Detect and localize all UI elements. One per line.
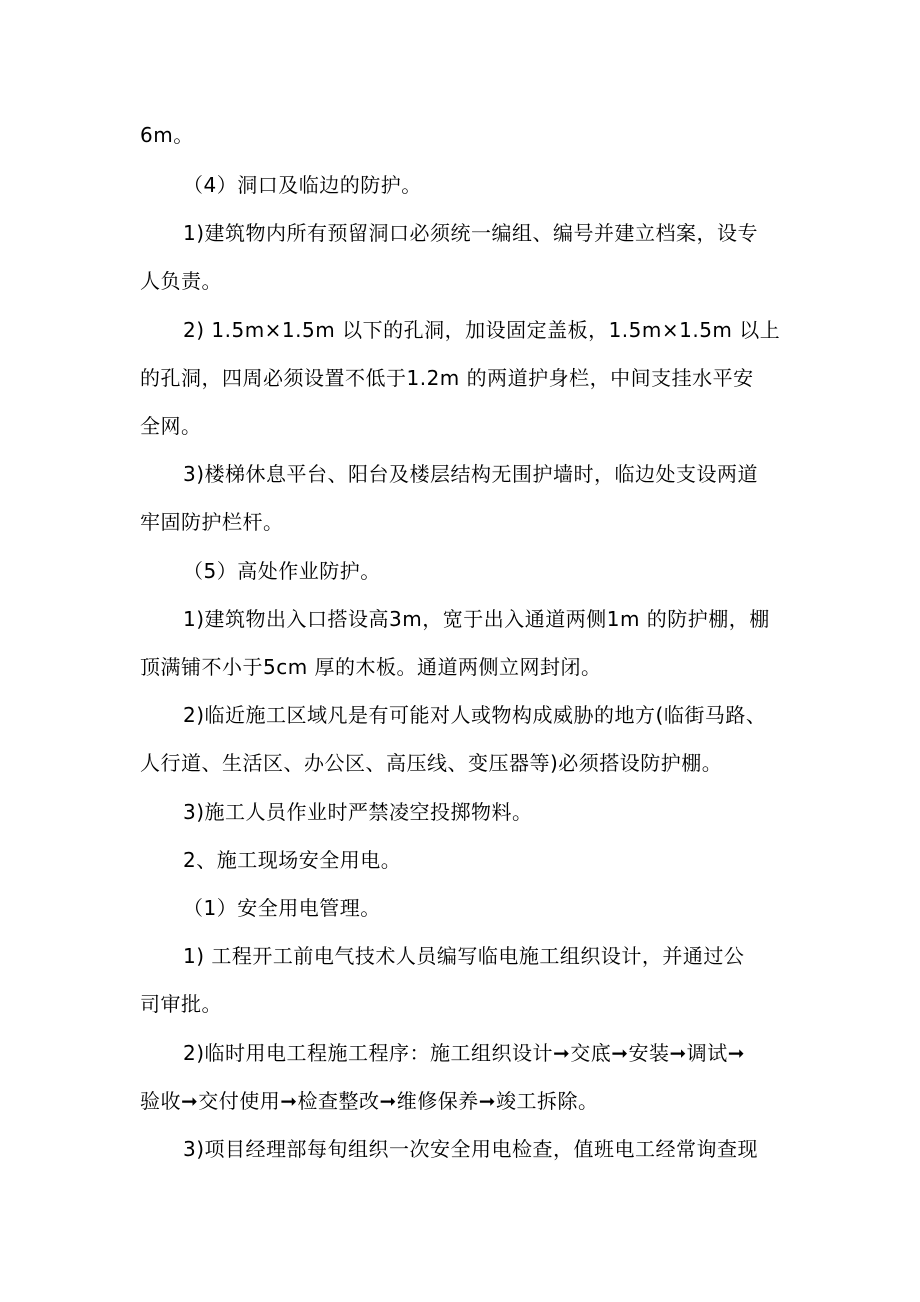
- section-heading: （5）高处作业防护。: [183, 559, 381, 583]
- text-line: 司审批。: [140, 992, 222, 1016]
- text-line: 牢固防护栏杆。: [140, 510, 284, 534]
- text-line: 1)建筑物出入口搭设高3m，宽于出入通道两侧1m 的防护棚，棚: [183, 607, 770, 631]
- text-line: 1)建筑物内所有预留洞口必须统一编组、编号并建立档案，设专: [183, 221, 759, 245]
- section-heading: （1）安全用电管理。: [183, 896, 381, 920]
- text-line: 3)项目经理部每旬组织一次安全用电检查，值班电工经常询查现: [183, 1137, 759, 1161]
- text-line: 3)施工人员作业时严禁凌空投掷物料。: [183, 800, 533, 824]
- text-line: 人行道、生活区、办公区、高压线、变压器等)必须搭设防护棚。: [140, 751, 723, 775]
- text-line: 验收➞交付使用➞检查整改➞维修保养➞竣工拆除。: [140, 1089, 599, 1113]
- section-heading: （4）洞口及临边的防护。: [183, 173, 422, 197]
- text-line: 的孔洞，四周必须设置不低于1.2m 的两道护身栏，中间支挂水平安: [140, 366, 754, 390]
- text-line: 2)临近施工区域凡是有可能对人或物构成威胁的地方(临街马路、: [183, 703, 767, 727]
- text-line: 全网。: [140, 414, 202, 438]
- text-line: 3)楼梯休息平台、阳台及楼层结构无围护墙时，临边处支设两道: [183, 462, 759, 486]
- text-line: 顶满铺不小于5cm 厚的木板。通道两侧立网封闭。: [140, 655, 602, 679]
- text-line: 人负责。: [140, 269, 222, 293]
- text-line: 2)临时用电工程施工程序：施工组织设计➞交底➞安装➞调试➞: [183, 1041, 746, 1065]
- text-line: 1) 工程开工前电气技术人员编写临电施工组织设计，并通过公: [183, 944, 745, 968]
- section-heading: 2、施工现场安全用电。: [183, 848, 402, 872]
- text-line: 6m。: [140, 123, 194, 147]
- text-line: 2) 1.5m×1.5m 以下的孔洞，加设固定盖板，1.5m×1.5m 以上: [183, 318, 781, 342]
